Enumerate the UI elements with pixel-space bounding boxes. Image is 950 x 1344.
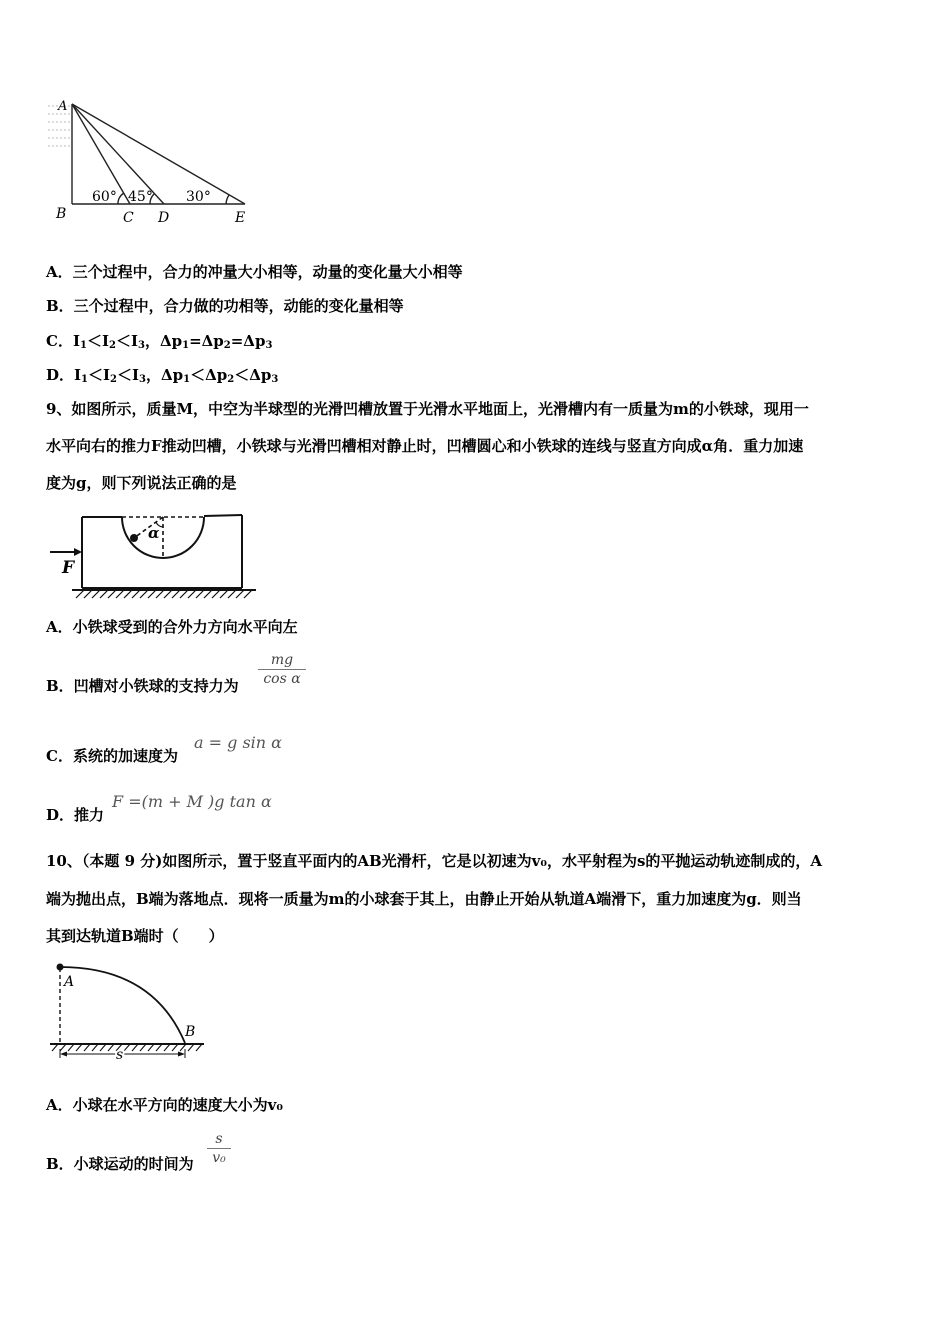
q9-option-b: B．凹槽对小铁球的支持力为 bbox=[46, 677, 239, 695]
q9-option-a: A．小铁球受到的合外力方向水平向左 bbox=[46, 618, 298, 636]
q8-option-b: B．三个过程中，合力做的功相等，动能的变化量相等 bbox=[46, 297, 404, 315]
alpha-label: α bbox=[148, 524, 160, 542]
q8-c-rest: Δp bbox=[159, 332, 183, 350]
range-s: s bbox=[116, 1047, 124, 1063]
q8-option-c: C．$I_1<I_2<I_3$，$\Delta p_1=\Delta p_2=\Delta p_3$ bbox=[46, 332, 273, 351]
q10-stem-2: 端为抛出点，B端为落地点．现将一质量为m的小球套于其上，由静止开始从轨道A端滑下，重力加速度为g．则当 bbox=[46, 890, 802, 908]
q9-b-denominator: cos α bbox=[263, 671, 301, 687]
q9-b-numerator: mg bbox=[270, 652, 294, 668]
q9-c-expression: a = g sin α bbox=[194, 733, 282, 752]
q8-d-prefix: D．I bbox=[46, 366, 82, 384]
label-C: C bbox=[123, 210, 134, 226]
point-A: A bbox=[64, 974, 75, 990]
label-D: D bbox=[158, 210, 170, 226]
groove-figure bbox=[44, 510, 264, 605]
q9-stem-2: 水平向右的推力F推动凹槽，小铁球与光滑凹槽相对静止时，凹槽圆心和小铁球的连线与竖直方向成α角．重力加速 bbox=[46, 437, 804, 455]
angle-30: 30° bbox=[186, 189, 211, 205]
label-B: B bbox=[56, 206, 67, 222]
label-E: E bbox=[235, 210, 246, 226]
angle-60: 60° bbox=[92, 189, 117, 205]
q10-stem-3: 其到达轨道B端时（ ） bbox=[46, 927, 224, 945]
q10-option-a: A．小球在水平方向的速度大小为v₀ bbox=[46, 1096, 283, 1114]
q10-b-numerator: s bbox=[215, 1131, 223, 1147]
q10-option-b: B．小球运动的时间为 bbox=[46, 1155, 194, 1173]
incline-figure bbox=[40, 92, 260, 232]
trajectory-figure bbox=[48, 958, 218, 1068]
q9-stem-1: 9、如图所示，质量M，中空为半球型的光滑凹槽放置于光滑水平地面上，光滑槽内有一质量为m的小铁球，现用一 bbox=[46, 400, 809, 418]
q8-option-a: A．三个过程中，合力的冲量大小相等，动量的变化量大小相等 bbox=[46, 263, 463, 281]
q8-option-d: D．$I_1<I_2<I_3$，$\Delta p_1<\Delta p_2<\Delta p_3$ bbox=[46, 366, 279, 385]
q9-d-expression: F =(m + M )g tan α bbox=[112, 792, 272, 811]
label-A: A bbox=[58, 99, 68, 114]
q9-option-d: D．推力 bbox=[46, 806, 105, 824]
q10-stem-1: 10、（本题 9 分)如图所示，置于竖直平面内的AB光滑杆，它是以初速为v₀，水平射程为s的平抛运动轨迹制成的，A bbox=[46, 852, 823, 870]
q10-b-denominator: v₀ bbox=[212, 1150, 226, 1166]
q8-c-prefix: C．I bbox=[46, 332, 80, 350]
angle-45: 45° bbox=[128, 189, 153, 205]
q9-b-fraction bbox=[258, 651, 306, 688]
q10-b-fraction bbox=[207, 1130, 231, 1167]
q9-stem-3: 度为g，则下列说法正确的是 bbox=[46, 474, 237, 492]
q9-option-c: C．系统的加速度为 bbox=[46, 747, 178, 765]
force-label: F bbox=[62, 558, 75, 578]
point-B: B bbox=[185, 1024, 196, 1040]
